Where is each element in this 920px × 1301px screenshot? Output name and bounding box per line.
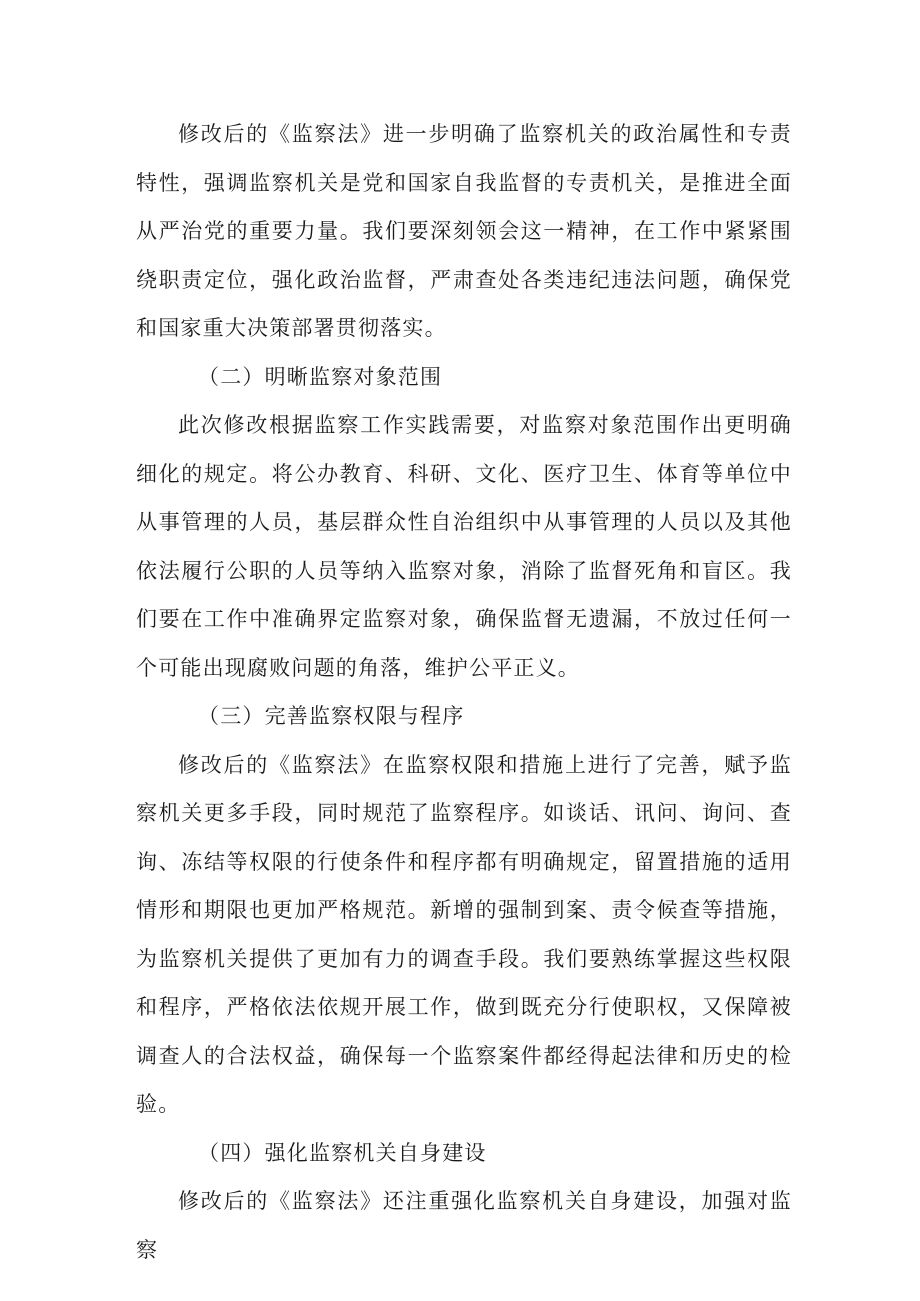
section-heading-powers-procedures: （三）完善监察权限与程序 — [198, 704, 465, 728]
paragraph-supervision-scope: 此次修改根据监察工作实践需要，对监察对象范围作出更明确细化的规定。将公办教育、科研、文化、医疗卫生、体育等单位中从事管理的人员，基层群众性自治组织中从事管理的人员以及其他依法履行公职的人员等纳入监察对象，消除了监督死角和盲区。我们要在工作中准确界定监察对象，确保监督无遗漏，不放过任何一个可能出现腐败问题的角落，维护公平正义。 — [136, 413, 792, 680]
paragraph-political-attributes: 修改后的《监察法》进一步明确了监察机关的政治属性和专责特性，强调监察机关是党和国家自我监督的专责机关，是推进全面从严治党的重要力量。我们要深刻领会这一精神，在工作中紧紧围绕职责定位，强化政治监督，严肃查处各类违纪违法问题，确保党和国家重大决策部署贯彻落实。 — [136, 122, 792, 340]
paragraph-self-building: 修改后的《监察法》还注重强化监察机关自身建设，加强对监察 — [136, 1189, 792, 1262]
section-heading-self-building: （四）强化监察机关自身建设 — [198, 1140, 487, 1165]
section-heading-supervision-scope: （二）明晰监察对象范围 — [198, 364, 443, 389]
document-body — [136, 110, 792, 1274]
paragraph-powers-procedures: 修改后的《监察法》在监察权限和措施上进行了完善，赋予监察机关更多手段，同时规范了监察程序。如谈话、讯问、询问、查询、冻结等权限的行使条件和程序都有明确规定，留置措施的适用情形和期限也更加严格规范。新增的强制到案、责令候查等措施，为监察机关提供了更加有力的调查手段。我们要熟练掌握这些权限和程序，严格依法依规开展工作，做到既充分行使职权，又保障被调查人的合法权益，确保每一个监察案件都经得起法律和历史的检验。 — [136, 752, 792, 1116]
